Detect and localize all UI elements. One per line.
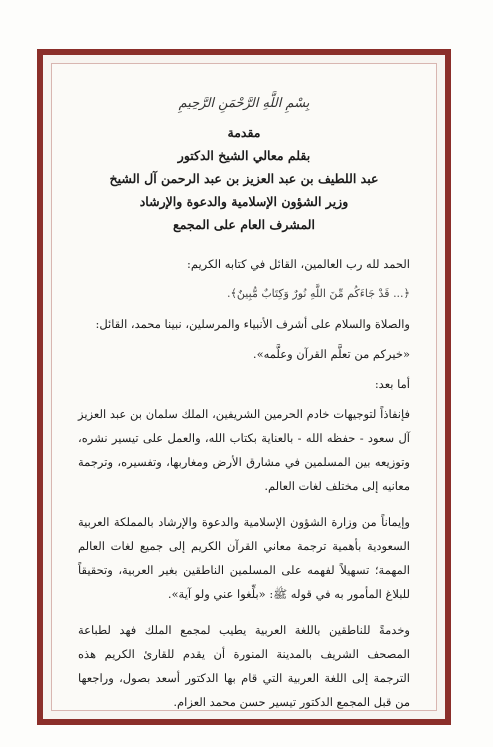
paragraph-directives: فإنفاذاً لتوجيهات خادم الحرمين الشريفين، الملك سلمان بن عبد العزيز آل سعود - حفظه الله - بالعناية بكتاب الله، والعمل على تيسير نشره، وتوزيعه بين المسلمين في مشارق الأرض ومغاربها، وتفسيره، وترجمة معانيه إلى مختلف لغات العالم. xyxy=(78,407,410,493)
paragraph-ministry: وإيماناً من وزارة الشؤون الإسلامية والدعوة والإرشاد بالمملكة العربية السعودية بأهمية ترجمة معاني القرآن الكريم إلى جميع لغات العالم المهمة؛ تسهيلاً لفهمه على المسلمين الناطقين بغير العربية، وتحقيقاً للبلاغ المأمور به في قوله ﷺ: «بلِّغوا عني ولو آية». xyxy=(78,515,410,601)
paragraph-praise: الحمد لله رب العالمين، القائل في كتابه الكريم: xyxy=(186,257,410,271)
heading-line-1: بقلم معالي الشيخ الدكتور xyxy=(177,148,311,163)
hadith-quote: «خيركم من تعلَّم القرآن وعلَّمه». xyxy=(252,347,410,361)
decorative-frame xyxy=(37,49,451,725)
heading-line-4: المشرف العام على المجمع xyxy=(173,217,315,232)
paragraph-salutation: والصلاة والسلام على أشرف الأنبياء والمرسلين، نبينا محمد، القائل: xyxy=(95,317,410,331)
basmala-calligraphy: بِسْمِ اللَّهِ الرَّحْمَنِ الرَّحِيمِ xyxy=(178,96,310,111)
inner-border xyxy=(51,63,437,711)
heading-line-3: وزير الشؤون الإسلامية والدعوة والإرشاد xyxy=(139,194,349,209)
heading-title: مقدمة xyxy=(227,125,261,140)
preface-body xyxy=(78,252,410,714)
heading-line-2: عبد اللطيف بن عبد العزيز بن عبد الرحمن آل الشيخ xyxy=(109,171,379,186)
paragraph-amma-baad: أما بعد: xyxy=(374,377,410,391)
paragraph-complex: وخدمةً للناطقين باللغة العربية يطيب لمجمع الملك فهد لطباعة المصحف الشريف بالمدينة المنورة أن يقدم للقارئ الكريم هذه الترجمة إلى اللغة العربية التي قام بها الدكتور أسعد بصول، وراجعها من قبل المجمع الدكتور تيسير حسن محمد العزام. xyxy=(78,623,410,709)
document-content xyxy=(78,96,410,720)
quran-verse: ﴿... قَدْ جَاءَكُم مِّنَ اللَّهِ نُورٌ وَكِتَابٌ مُّبِينٌ﴾. xyxy=(226,287,410,300)
preface-heading xyxy=(78,121,410,236)
